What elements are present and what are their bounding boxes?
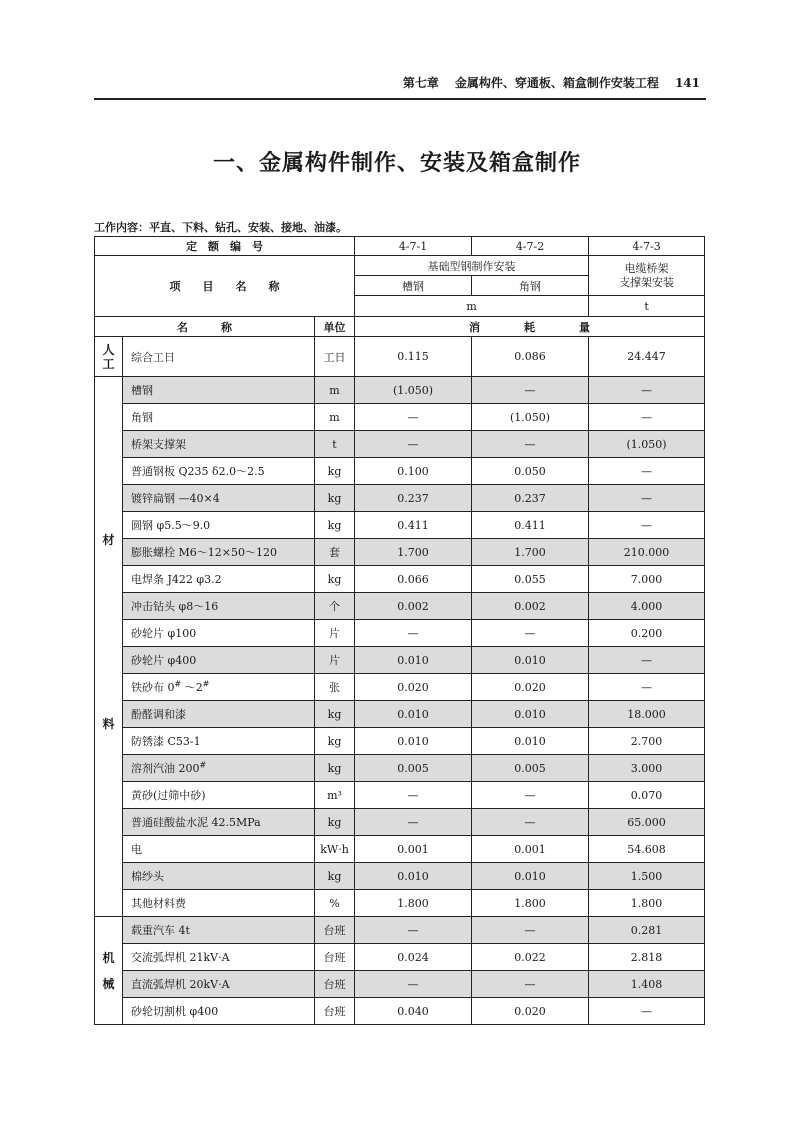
table-row [95, 863, 705, 890]
value-4-7-3: 7.000 [589, 566, 705, 593]
item-name: 交流弧焊机 21kV·A [123, 944, 315, 971]
item-name [123, 674, 315, 701]
item-unit: m [315, 377, 355, 404]
sub-item-1: 槽钢 [355, 276, 472, 296]
value-4-7-1: — [355, 782, 472, 809]
item-unit: kg [315, 809, 355, 836]
chapter-title: 金属构件、穿通板、箱盒制作安装工程 [454, 76, 659, 90]
value-4-7-2: 1.800 [472, 890, 589, 917]
item-unit: kg [315, 485, 355, 512]
item-unit: kg [315, 728, 355, 755]
item-unit: 片 [315, 647, 355, 674]
value-4-7-3: 1.500 [589, 863, 705, 890]
category-label-top: 材 [102, 532, 115, 547]
item-name-text-2: ～2 [181, 681, 203, 694]
value-4-7-1: — [355, 809, 472, 836]
work-content: 工作内容：平直、下料、钻孔、安装、接地、油漆。 [94, 221, 347, 234]
item-name: 其他材料费 [123, 890, 315, 917]
item-name: 酚醛调和漆 [123, 701, 315, 728]
item-3-label [589, 256, 705, 296]
table-row [95, 512, 705, 539]
value-4-7-2: 0.020 [472, 998, 589, 1025]
item-unit: 台班 [315, 917, 355, 944]
table-row [95, 674, 705, 701]
category-cell [95, 377, 123, 917]
item-label: 项 目 名 称 [95, 256, 355, 317]
item-name: 综合工日 [123, 337, 315, 377]
item-unit: % [315, 890, 355, 917]
value-4-7-2: 0.010 [472, 701, 589, 728]
value-4-7-1: 0.066 [355, 566, 472, 593]
table-row [95, 971, 705, 998]
value-4-7-1: 0.020 [355, 674, 472, 701]
item-name: 桥架支撑架 [123, 431, 315, 458]
value-4-7-3: — [589, 485, 705, 512]
item-unit: kg [315, 512, 355, 539]
value-4-7-2: 0.086 [472, 337, 589, 377]
item-3-line-2: 支撑架安装 [619, 275, 675, 289]
value-4-7-2: (1.050) [472, 404, 589, 431]
item-3-line-1: 电缆桥架 [624, 261, 669, 275]
table-row [95, 998, 705, 1025]
value-4-7-2: 0.237 [472, 485, 589, 512]
value-4-7-3: 18.000 [589, 701, 705, 728]
value-4-7-3: 2.818 [589, 944, 705, 971]
item-unit: 个 [315, 593, 355, 620]
table-row [95, 458, 705, 485]
value-4-7-3: 0.070 [589, 782, 705, 809]
item-name-sup: # [199, 760, 207, 770]
value-4-7-3: 1.408 [589, 971, 705, 998]
value-4-7-3: 65.000 [589, 809, 705, 836]
value-4-7-3: 4.000 [589, 593, 705, 620]
value-4-7-3: 2.700 [589, 728, 705, 755]
quota-label: 定 额 编 号 [95, 237, 355, 256]
item-name: 镀锌扁钢 —40×4 [123, 485, 315, 512]
item-name: 棉纱头 [123, 863, 315, 890]
col-consumption-header: 消 耗 量 [355, 317, 705, 337]
item-name: 电焊条 J422 φ3.2 [123, 566, 315, 593]
item-unit: kg [315, 458, 355, 485]
value-4-7-1: 1.800 [355, 890, 472, 917]
value-4-7-2: 0.050 [472, 458, 589, 485]
value-4-7-1: 1.700 [355, 539, 472, 566]
quota-code-2: 4-7-2 [472, 237, 589, 256]
value-4-7-1: 0.010 [355, 647, 472, 674]
value-4-7-2: 0.001 [472, 836, 589, 863]
value-4-7-2: 0.010 [472, 728, 589, 755]
table-row [95, 337, 705, 377]
item-unit: kg [315, 701, 355, 728]
value-4-7-3: — [589, 647, 705, 674]
quota-code-row [95, 237, 705, 256]
item-unit: 套 [315, 539, 355, 566]
table-row [95, 539, 705, 566]
running-header-text [387, 74, 700, 91]
value-4-7-1: 0.115 [355, 337, 472, 377]
item-unit: 工日 [315, 337, 355, 377]
quota-table [94, 236, 705, 1025]
item-name: 槽钢 [123, 377, 315, 404]
value-4-7-3: 0.281 [589, 917, 705, 944]
table-row [95, 431, 705, 458]
category-cell [95, 917, 123, 1025]
item-name-sup-2: # [202, 679, 210, 689]
item-unit-t: t [589, 296, 705, 317]
value-4-7-2: 0.010 [472, 647, 589, 674]
item-name: 电 [123, 836, 315, 863]
value-4-7-3: 54.608 [589, 836, 705, 863]
table-row [95, 647, 705, 674]
table-row [95, 593, 705, 620]
item-name-text: 溶剂汽油 200 [131, 762, 200, 775]
table-row [95, 782, 705, 809]
item-name: 膨胀螺栓 M6～12×50～120 [123, 539, 315, 566]
item-unit: 张 [315, 674, 355, 701]
item-unit: 台班 [315, 971, 355, 998]
value-4-7-2: 0.005 [472, 755, 589, 782]
item-name: 普通硅酸盐水泥 42.5MPa [123, 809, 315, 836]
item-unit: kg [315, 755, 355, 782]
table-row [95, 485, 705, 512]
table-row [95, 755, 705, 782]
item-unit: t [315, 431, 355, 458]
value-4-7-2: 1.700 [472, 539, 589, 566]
value-4-7-1: 0.100 [355, 458, 472, 485]
item-name: 冲击钻头 φ8～16 [123, 593, 315, 620]
value-4-7-3: — [589, 998, 705, 1025]
value-4-7-3: — [589, 377, 705, 404]
quota-table-body [95, 237, 705, 1025]
value-4-7-1: — [355, 431, 472, 458]
category-label: 人工 [102, 342, 115, 371]
value-4-7-1: 0.411 [355, 512, 472, 539]
item-name: 黄砂(过筛中砂) [123, 782, 315, 809]
value-4-7-1: 0.237 [355, 485, 472, 512]
sub-item-2: 角钢 [472, 276, 589, 296]
item-unit: m [315, 404, 355, 431]
item-name: 圆钢 φ5.5～9.0 [123, 512, 315, 539]
value-4-7-1: 0.010 [355, 863, 472, 890]
section-title: 一、金属构件制作、安装及箱盒制作 [212, 151, 581, 176]
item-name [123, 755, 315, 782]
value-4-7-1: — [355, 404, 472, 431]
category-label-bottom: 料 [102, 716, 115, 731]
value-4-7-1: 0.024 [355, 944, 472, 971]
value-4-7-1: 0.010 [355, 728, 472, 755]
item-group-row [95, 256, 705, 276]
col-unit-header: 单位 [315, 317, 355, 337]
value-4-7-1: (1.050) [355, 377, 472, 404]
value-4-7-3: 24.447 [589, 337, 705, 377]
item-unit: 台班 [315, 998, 355, 1025]
value-4-7-1: 0.040 [355, 998, 472, 1025]
col-name-header: 名 称 [95, 317, 315, 337]
value-4-7-2: — [472, 377, 589, 404]
value-4-7-3: 3.000 [589, 755, 705, 782]
value-4-7-3: 0.200 [589, 620, 705, 647]
table-row [95, 836, 705, 863]
item-name: 角钢 [123, 404, 315, 431]
item-name: 砂轮切割机 φ400 [123, 998, 315, 1025]
item-unit: kg [315, 566, 355, 593]
value-4-7-2: — [472, 620, 589, 647]
value-4-7-3: 1.800 [589, 890, 705, 917]
value-4-7-1: — [355, 620, 472, 647]
item-name: 普通钢板 Q235 δ2.0～2.5 [123, 458, 315, 485]
value-4-7-3: 210.000 [589, 539, 705, 566]
item-name: 砂轮片 φ400 [123, 647, 315, 674]
item-unit: kg [315, 863, 355, 890]
value-4-7-1: — [355, 971, 472, 998]
item-unit-m: m [355, 296, 589, 317]
table-row [95, 917, 705, 944]
value-4-7-2: — [472, 782, 589, 809]
table-row [95, 620, 705, 647]
table-row [95, 404, 705, 431]
value-4-7-2: 0.020 [472, 674, 589, 701]
value-4-7-2: 0.022 [472, 944, 589, 971]
table-row [95, 944, 705, 971]
column-header-row [95, 317, 705, 337]
item-group-label: 基础型钢制作安装 [355, 256, 589, 276]
table-row [95, 566, 705, 593]
page-number: 141 [674, 76, 700, 90]
item-name: 防锈漆 C53-1 [123, 728, 315, 755]
value-4-7-3: — [589, 404, 705, 431]
item-name: 载重汽车 4t [123, 917, 315, 944]
value-4-7-3: — [589, 512, 705, 539]
item-name: 直流弧焊机 20kV·A [123, 971, 315, 998]
running-header [94, 70, 706, 100]
value-4-7-2: — [472, 917, 589, 944]
value-4-7-2: 0.010 [472, 863, 589, 890]
value-4-7-1: 0.002 [355, 593, 472, 620]
table-row [95, 377, 705, 404]
category-cell [95, 337, 123, 377]
item-unit: kW·h [315, 836, 355, 863]
value-4-7-2: 0.002 [472, 593, 589, 620]
chapter-number: 第七章 [402, 76, 439, 90]
quota-code-3: 4-7-3 [589, 237, 705, 256]
value-4-7-2: — [472, 971, 589, 998]
item-unit: 片 [315, 620, 355, 647]
value-4-7-3: (1.050) [589, 431, 705, 458]
value-4-7-3: — [589, 458, 705, 485]
item-name: 砂轮片 φ100 [123, 620, 315, 647]
table-row [95, 809, 705, 836]
table-row [95, 890, 705, 917]
value-4-7-1: 0.001 [355, 836, 472, 863]
item-name-text: 铁砂布 0 [131, 681, 175, 694]
table-row [95, 728, 705, 755]
table-row [95, 701, 705, 728]
category-label-bottom: 械 [102, 976, 115, 991]
value-4-7-2: — [472, 431, 589, 458]
item-name-sup: # [174, 679, 182, 689]
value-4-7-2: — [472, 809, 589, 836]
category-label-top: 机 [102, 950, 115, 965]
value-4-7-3: — [589, 674, 705, 701]
value-4-7-1: — [355, 917, 472, 944]
quota-code-1: 4-7-1 [355, 237, 472, 256]
value-4-7-1: 0.010 [355, 701, 472, 728]
value-4-7-2: 0.055 [472, 566, 589, 593]
item-unit: 台班 [315, 944, 355, 971]
value-4-7-1: 0.005 [355, 755, 472, 782]
value-4-7-2: 0.411 [472, 512, 589, 539]
item-unit: m³ [315, 782, 355, 809]
